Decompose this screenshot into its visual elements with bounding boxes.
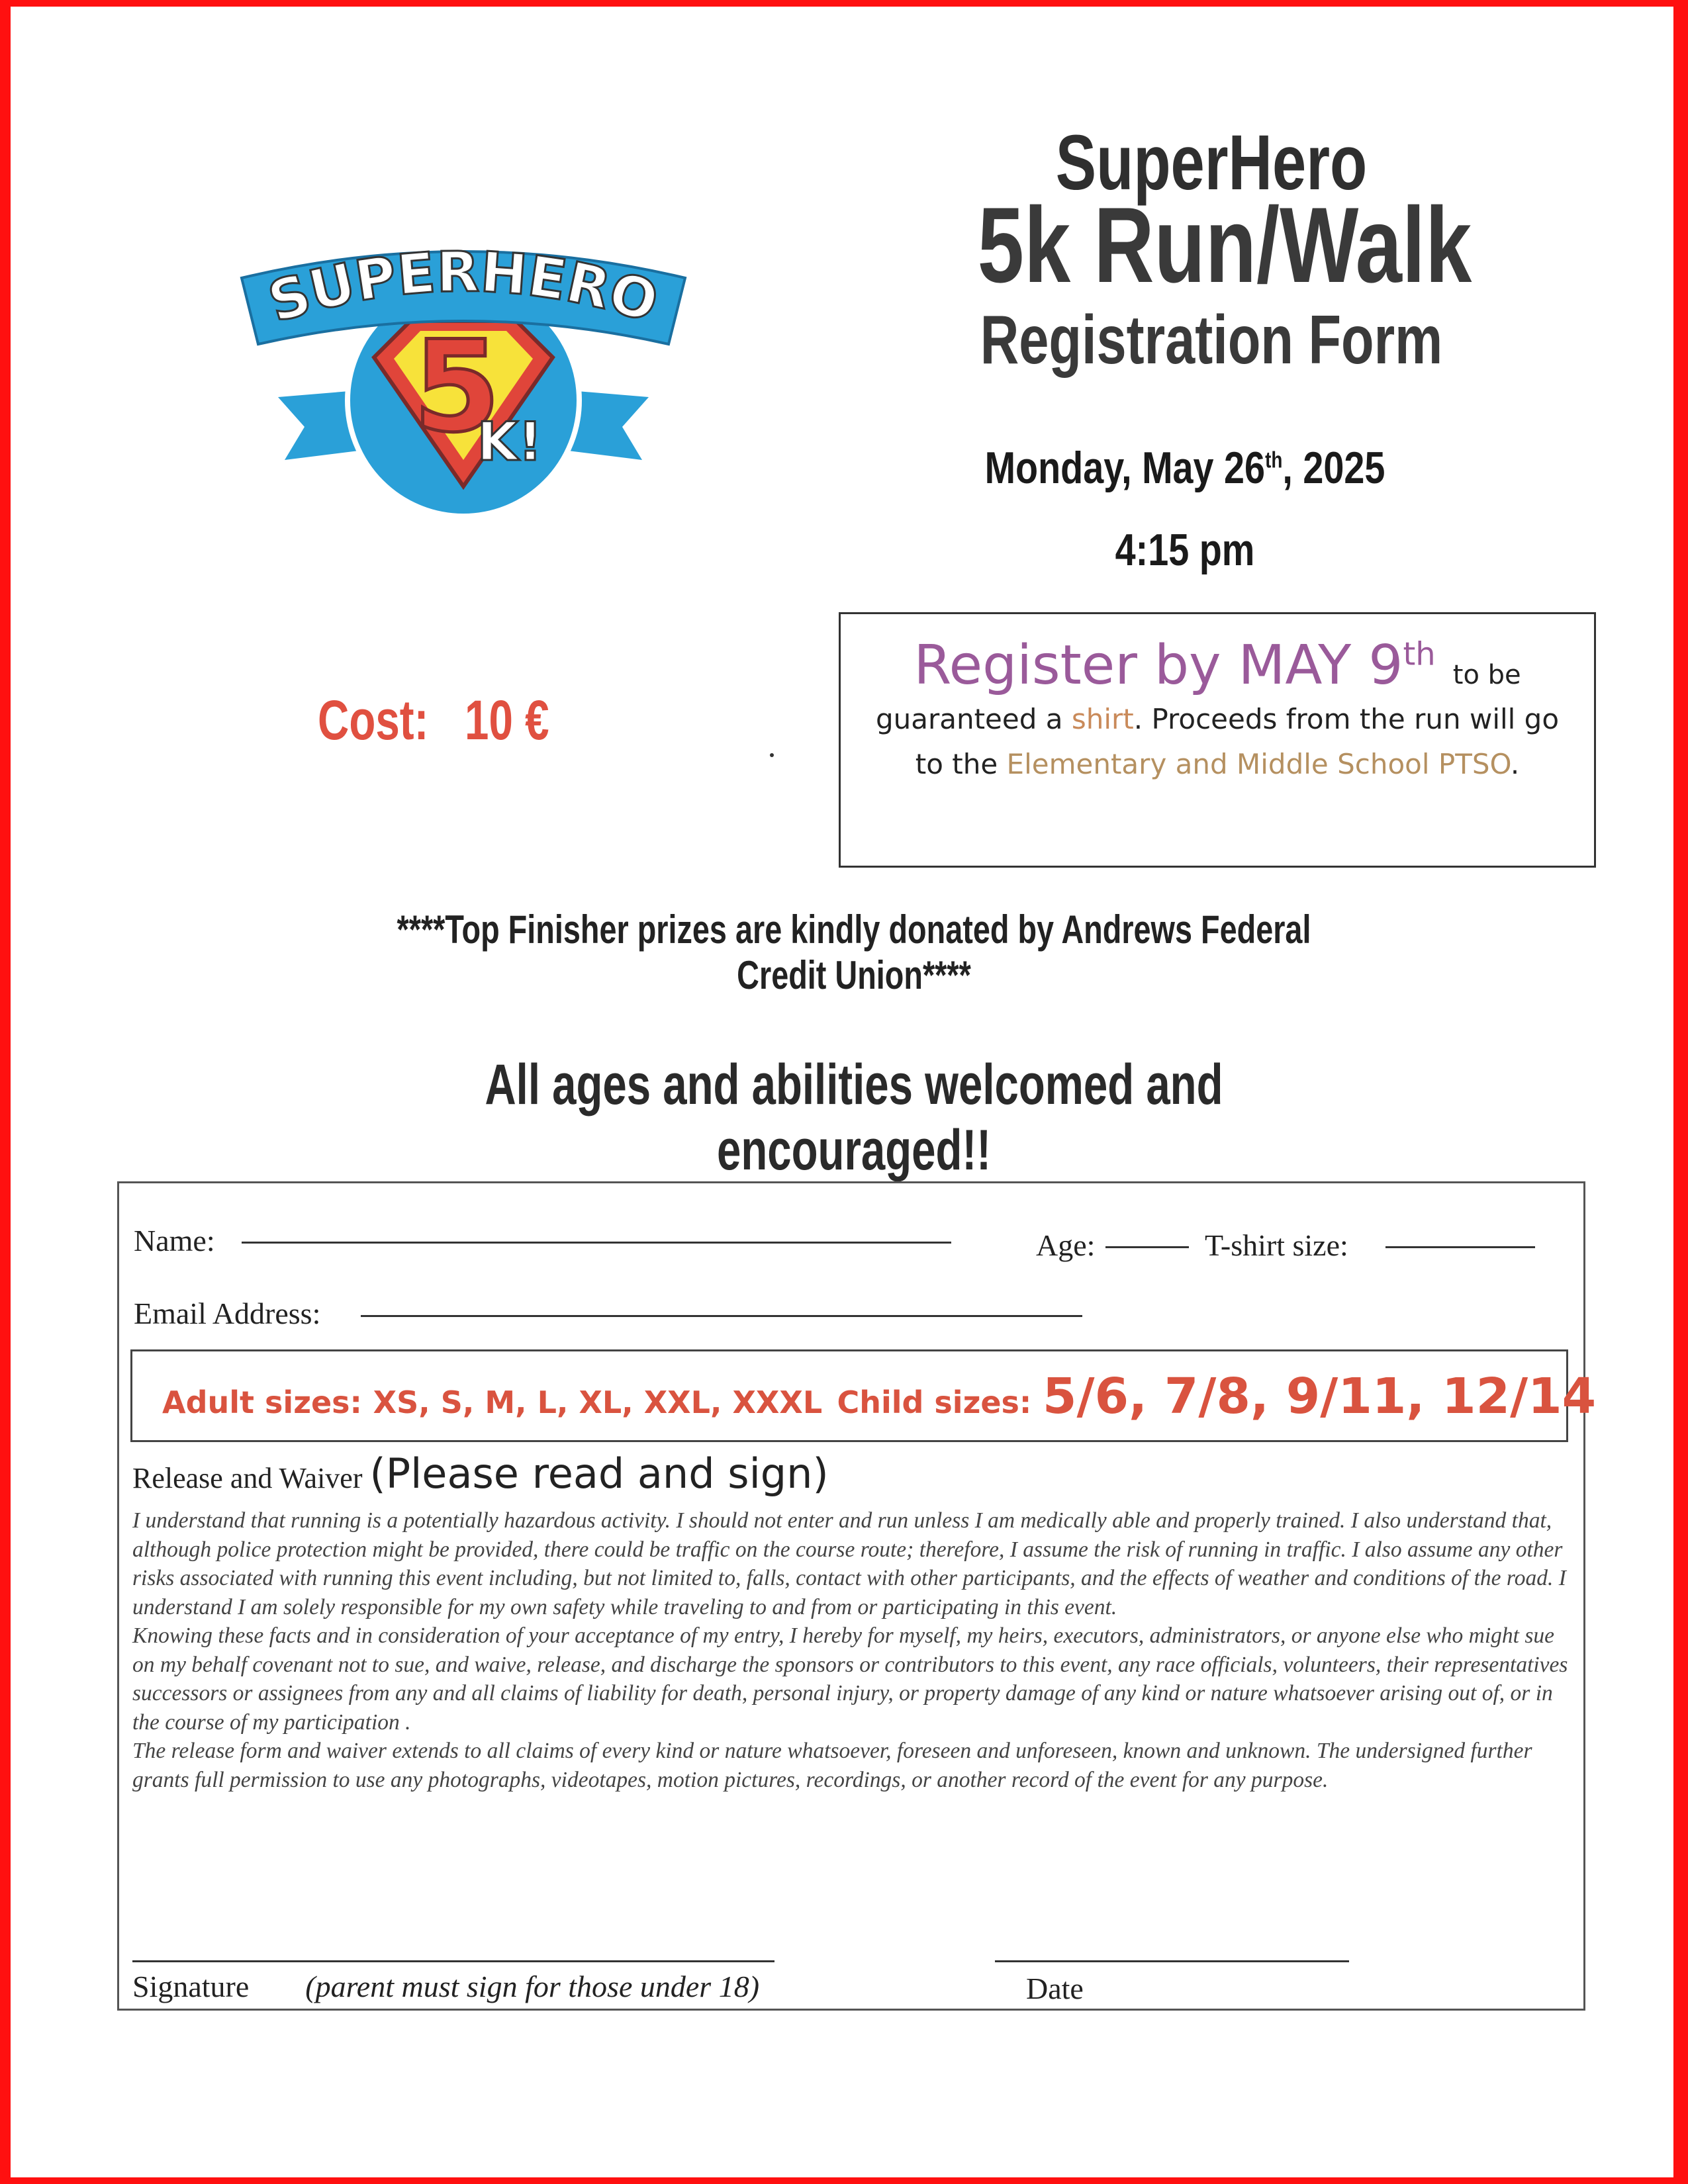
logo-suffix: K! — [477, 411, 543, 473]
size-options — [162, 1368, 1596, 1425]
event-date: Monday, May 26th, 2025 — [984, 443, 1385, 493]
age-field[interactable] — [1105, 1246, 1189, 1248]
stray-dot — [770, 753, 774, 757]
signature-note: (parent must sign for those under 18) — [305, 1970, 760, 2003]
logo-badge: 5 — [412, 314, 501, 460]
title-5k-run-walk: 5k Run/Walk — [977, 185, 1472, 305]
waiver-paragraph-1: I understand that running is a potentially hazardous activity. I should not enter and run unless I am medically able and properly trained. I also understand that, although police protection might be provided, there could be traffic on the course route; therefore, I assume the risk of running in traffic. I also assume any other risks associated with running this event including, but not limited to, falls, contact with other participants, and the effects of weather and conditions of the road. I understand I am solely responsible for my own safety while traveling to and from or participating in this event. — [132, 1508, 1566, 1619]
title-registration-form: Registration Form — [980, 302, 1443, 379]
size-options-box — [130, 1349, 1597, 1442]
adult-sizes: XS, S, M, L, XL, XXL, XXXL — [373, 1385, 823, 1420]
name-label: Name: — [134, 1224, 215, 1257]
signature-label: Signature (parent must sign for those under 18) — [132, 1970, 760, 2003]
date-label: Date — [1026, 1972, 1084, 2005]
waiver-paragraph-3: The release form and waiver extends to all claims of every kind or nature whatsoever, foreseen and unforeseen, known and unknown. The undersigned further grants full permission to use any photographs, videotapes, motion pictures, recordings, or another record of the event for any purpose. — [132, 1739, 1532, 1792]
child-sizes-label: Child sizes: — [837, 1385, 1032, 1420]
signature-field[interactable] — [132, 1960, 774, 1962]
adult-sizes-label: Adult sizes: — [162, 1385, 362, 1420]
title-superhero: SuperHero — [1055, 119, 1368, 206]
child-sizes: 5/6, 7/8, 9/11, 12/14 — [1043, 1368, 1597, 1425]
date-field[interactable] — [995, 1960, 1349, 1962]
register-deadline-box — [839, 612, 1596, 868]
prize-note: ****Top Finisher prizes are kindly donated by Andrews Federal Credit Union**** — [397, 907, 1311, 997]
email-label: Email Address: — [134, 1297, 321, 1330]
logo-text: SUPERHERO — [261, 239, 666, 336]
register-details: guaranteed a shirt. Proceeds from the run will go to the Elementary and Middle School PTSO. — [875, 703, 1560, 780]
release-heading: Release and Waiver (Please read and sign) — [132, 1449, 829, 1498]
waiver-text — [132, 1506, 1569, 1794]
tshirt-size-label: T-shirt size: — [1205, 1228, 1348, 1262]
register-deadline: Register by MAY 9th to be — [914, 634, 1521, 697]
welcome-banner: All ages and abilities welcomed and encouraged!! — [485, 1053, 1223, 1182]
tshirt-size-field[interactable] — [1385, 1246, 1535, 1248]
age-label: Age: — [1036, 1228, 1096, 1262]
event-time: 4:15 pm — [1115, 525, 1255, 575]
waiver-paragraph-2: Knowing these facts and in consideration of your acceptance of my entry, I hereby for myself, my heirs, executors, administrators, or anyone else who might sue on my behalf covenant not to sue, and waive, release, and discharge the sponsors or contributors to this event, any race officials, volunteers, their representatives successors or assignees from any and all claims of liability for death, personal injury, or property damage of any kind or nature whatsoever arising out of, or in the course of my participation . — [132, 1623, 1568, 1735]
superhero-5k-logo — [238, 232, 688, 523]
name-field[interactable] — [242, 1242, 951, 1244]
cost-label: Cost: 10 € — [318, 689, 549, 751]
email-field[interactable] — [361, 1315, 1082, 1317]
